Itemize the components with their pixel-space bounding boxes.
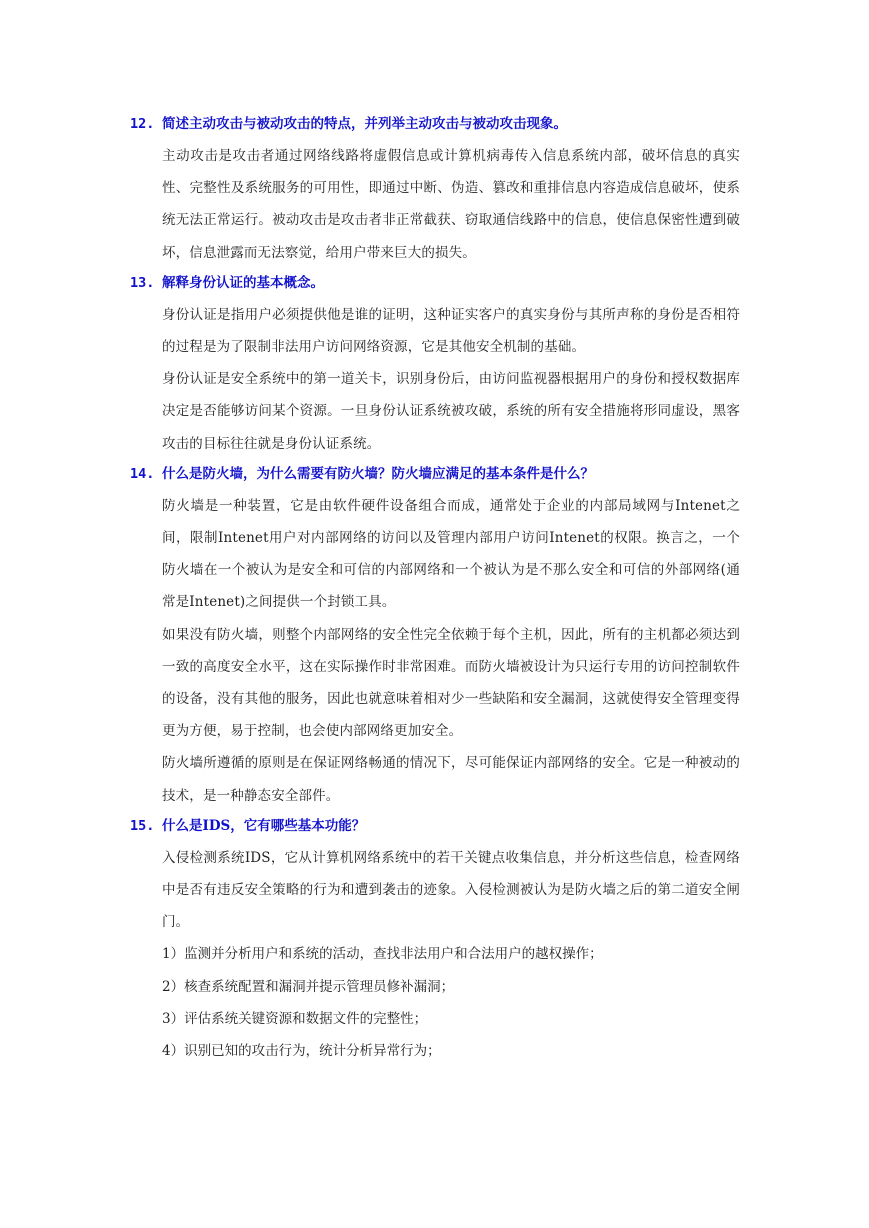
question-number: 13. [130, 274, 155, 291]
question-heading-13 [130, 271, 740, 295]
list-item: 1）监测并分析用户和系统的活动，查找非法用户和合法用户的越权操作； [162, 946, 603, 963]
question-heading-12 [130, 112, 740, 136]
list-item: 4）识别已知的攻击行为，统计分析异常行为； [162, 1043, 441, 1060]
answer-paragraph: 主动攻击是攻击者通过网络线路将虚假信息或计算机病毒传入信息系统内部，破坏信息的真实性、完整性及系统服务的可用性，即通过中断、伪造、篡改和重排信息内容造成信息破坏，使系统无法正常运行。被动攻击是攻击者非正常截获、窃取通信线路中的信息，使信息保密性遭到破坏，信息泄露而无法察觉，给用户带来巨大的损失。 [162, 148, 740, 261]
question-title: 什么是防火墙，为什么需要有防火墙？防火墙应满足的基本条件是什么？ [162, 465, 594, 482]
answer-paragraph: 身份认证是安全系统中的第一道关卡，识别身份后，由访问监视器根据用户的身份和授权数据库决定是否能够访问某个资源。一旦身份认证系统被攻破，系统的所有安全措施将形同虚设，黑客攻击的目标往往就是身份认证系统。 [162, 371, 740, 452]
question-title: 解释身份认证的基本概念。 [162, 274, 324, 291]
question-title: 什么是IDS，它有哪些基本功能？ [162, 817, 366, 834]
question-heading-15 [130, 814, 740, 838]
document-content [130, 112, 740, 1067]
list-item: 3）评估系统关键资源和数据文件的完整性； [162, 1010, 428, 1027]
question-number: 14. [130, 465, 155, 482]
question-number: 15. [130, 817, 155, 834]
question-heading-14 [130, 462, 740, 486]
question-title: 简述主动攻击与被动攻击的特点，并列举主动攻击与被动攻击现象。 [162, 116, 567, 132]
answer-paragraph: 身份认证是指用户必须提供他是谁的证明，这种证实客户的真实身份与其所声称的身份是否相符的过程是为了限制非法用户访问网络资源，它是其他安全机制的基础。 [162, 306, 740, 356]
list-item: 2）核查系统配置和漏洞并提示管理员修补漏洞； [162, 978, 455, 995]
answer-paragraph: 入侵检测系统IDS，它从计算机网络系统中的若干关键点收集信息，并分析这些信息，检查网络中是否有违反安全策略的行为和遭到袭击的迹象。入侵检测被认为是防火墙之后的第二道安全闸门。 [162, 849, 740, 931]
answer-paragraph: 防火墙所遵循的原则是在保证网络畅通的情况下，尽可能保证内部网络的安全。它是一种被动的技术，是一种静态安全部件。 [162, 755, 740, 804]
answer-paragraph: 防火墙是一种装置，它是由软件硬件设备组合而成，通常处于企业的内部局域网与Intenet之间，限制Intenet用户对内部网络的访问以及管理内部用户访问Intenet的权限。换言之，一个防火墙在一个被认为是安全和可信的内部网络和一个被认为是不那么安全和可信的外部网络(通常是Intenet)之间提供一个封锁工具。 [162, 497, 740, 611]
answer-paragraph: 如果没有防火墙，则整个内部网络的安全性完全依赖于每个主机，因此，所有的主机都必须达到一致的高度安全水平，这在实际操作时非常困难。而防火墙被设计为只运行专用的访问控制软件的设备，没有其他的服务，因此也就意味着相对少一些缺陷和安全漏洞，这就使得安全管理变得更为方便，易于控制，也会使内部网络更加安全。 [162, 626, 740, 740]
question-number: 12. [130, 116, 155, 132]
